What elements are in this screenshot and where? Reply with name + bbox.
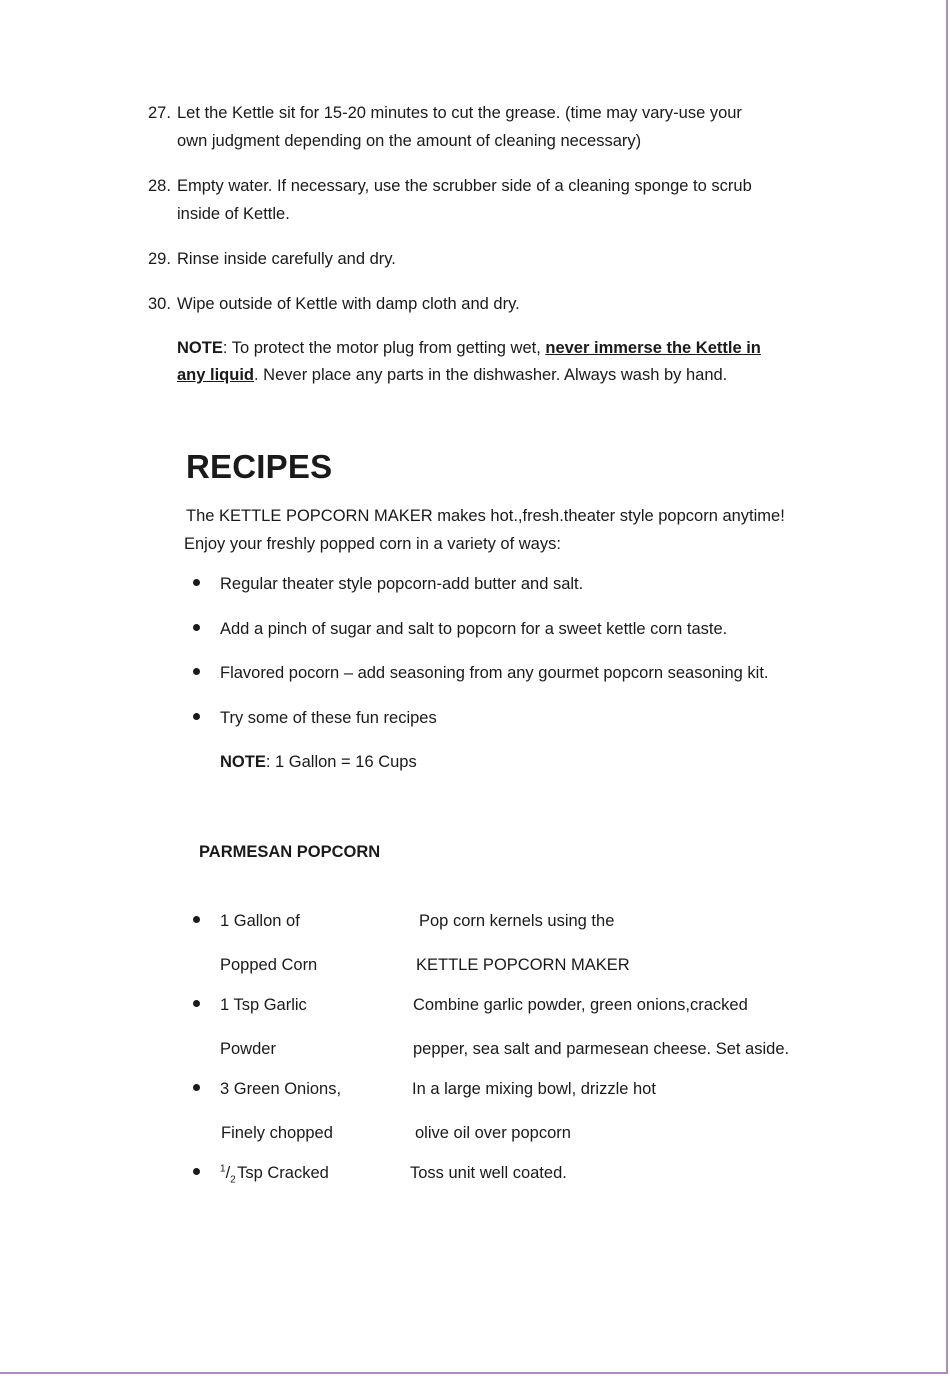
- instruction-text: Toss unit well coated.: [410, 1164, 567, 1182]
- care-note-line-2: [177, 366, 727, 385]
- note-text: . Never place any parts in the dishwasher. Always wash by hand.: [254, 366, 728, 384]
- bullet-text: Flavored pocorn – add seasoning from any gourmet popcorn seasoning kit.: [220, 664, 769, 682]
- instruction-text: In a large mixing bowl, drizzle hot: [412, 1080, 656, 1098]
- step-number: 27.: [148, 104, 171, 122]
- fraction-denominator: 2: [230, 1174, 236, 1186]
- ingredient-text: $^1/_2$ Tsp Cracked: [220, 1163, 329, 1186]
- step-text: own judgment depending on the amount of cleaning necessary): [177, 132, 642, 150]
- note-label: NOTE: [177, 339, 223, 357]
- step-number: 28.: [148, 177, 171, 195]
- step-text: Rinse inside carefully and dry.: [177, 250, 396, 268]
- instruction-text: KETTLE POPCORN MAKER: [416, 956, 630, 974]
- ingredient-text: 1 Gallon of: [220, 912, 300, 930]
- note-emphasis: any liquid: [177, 366, 255, 384]
- care-note-line-1: [177, 339, 761, 358]
- note-text: : To protect the motor plug from getting wet,: [222, 339, 546, 357]
- step-number: 30.: [148, 295, 171, 313]
- gallon-note: [220, 753, 417, 772]
- step-text: Wipe outside of Kettle with damp cloth and dry.: [177, 295, 520, 313]
- instruction-text: olive oil over popcorn: [415, 1124, 571, 1142]
- bullet-icon: [193, 713, 200, 720]
- bullet-icon: [193, 1084, 200, 1091]
- bullet-text: Add a pinch of sugar and salt to popcorn for a sweet kettle corn taste.: [220, 620, 728, 638]
- ingredient-label: Tsp Cracked: [237, 1164, 329, 1182]
- ingredient-text: Powder: [220, 1040, 276, 1058]
- step-number: 29.: [148, 250, 171, 268]
- bullet-text: Regular theater style popcorn-add butter and salt.: [220, 575, 584, 593]
- recipes-heading: RECIPES: [186, 448, 333, 485]
- bullet-text: Try some of these fun recipes: [220, 709, 437, 727]
- step-text: Empty water. If necessary, use the scrubber side of a cleaning sponge to scrub: [177, 177, 752, 195]
- fraction-numerator: 1: [220, 1163, 226, 1175]
- bullet-icon: [193, 624, 200, 631]
- bullet-icon: [193, 1000, 200, 1007]
- ingredient-text: 1 Tsp Garlic: [220, 996, 307, 1014]
- note-emphasis: never immerse the Kettle in: [545, 339, 761, 357]
- bullet-icon: [193, 916, 200, 923]
- instruction-text: Pop corn kernels using the: [419, 912, 615, 930]
- note-label: NOTE: [220, 753, 266, 771]
- recipe-title: PARMESAN POPCORN: [199, 843, 381, 861]
- bullet-icon: [193, 668, 200, 675]
- instruction-text: pepper, sea salt and parmesean cheese. Set aside.: [413, 1040, 790, 1058]
- instruction-text: Combine garlic powder, green onions,cracked: [413, 996, 748, 1014]
- bullet-icon: [193, 579, 200, 586]
- ingredient-text: Finely chopped: [221, 1124, 333, 1142]
- ingredient-text: 3 Green Onions,: [220, 1080, 342, 1098]
- recipes-intro: Enjoy your freshly popped corn in a variety of ways:: [184, 535, 561, 553]
- recipes-intro: The KETTLE POPCORN MAKER makes hot.,fresh.theater style popcorn anytime!: [186, 507, 785, 525]
- note-text: : 1 Gallon = 16 Cups: [265, 753, 417, 771]
- bullet-icon: [193, 1168, 200, 1175]
- step-text: inside of Kettle.: [177, 205, 290, 223]
- step-text: Let the Kettle sit for 15-20 minutes to cut the grease. (time may vary-use your: [177, 104, 742, 122]
- ingredient-text: Popped Corn: [220, 956, 318, 974]
